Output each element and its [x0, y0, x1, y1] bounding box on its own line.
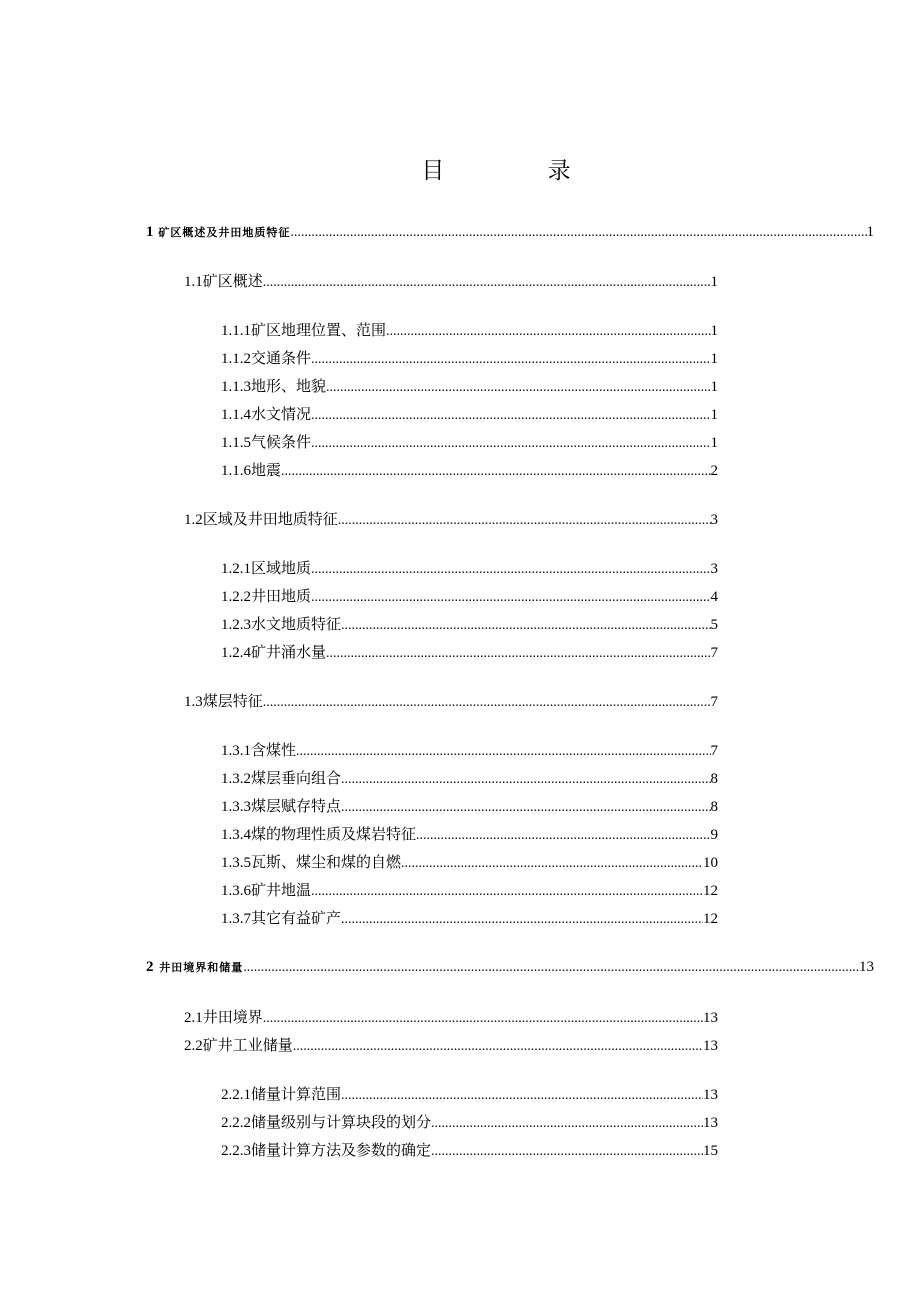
toc-entry-title: 煤层特征 [202, 692, 263, 710]
toc-dot-leader [296, 741, 710, 763]
toc-dot-leader [338, 510, 711, 532]
toc-dot-leader [311, 881, 703, 903]
toc-entry-title: 井田地质 [251, 587, 312, 605]
toc-entry-title: 矿井涌水量 [251, 643, 327, 661]
toc-dot-leader [326, 643, 710, 665]
toc-entry-title: 井田境界 [202, 1008, 263, 1026]
toc-entry-number: 2.2 [184, 1038, 203, 1054]
toc-entry[interactable] [146, 221, 874, 243]
toc-entry[interactable] [221, 1139, 718, 1161]
toc-dot-leader [341, 615, 710, 637]
toc-entry-page: 2 [710, 463, 718, 479]
toc-entry-number: 1 [146, 224, 154, 240]
toc-entry-page: 3 [710, 512, 718, 528]
toc-dot-leader [281, 461, 710, 483]
toc-entry-page: 7 [710, 743, 718, 759]
toc-entry-page: 13 [703, 1087, 718, 1103]
toc-entry-page: 1 [710, 323, 718, 339]
toc-entry-title: 储量级别与计算块段的划分 [251, 1113, 432, 1131]
toc-entry-number: 1.3.6 [221, 883, 251, 899]
toc-entry[interactable] [184, 1034, 718, 1056]
toc-entry[interactable] [221, 641, 718, 663]
toc-entry-number: 1.3 [184, 694, 203, 710]
toc-entry[interactable] [184, 1006, 718, 1028]
toc-entry-page: 10 [703, 855, 718, 871]
toc-entry[interactable] [221, 879, 718, 901]
toc-entry-title: 煤层垂向组合 [251, 769, 342, 787]
toc-entry[interactable] [184, 270, 718, 292]
toc-entry-number: 2.1 [184, 1010, 203, 1026]
toc-entry[interactable] [221, 767, 718, 789]
toc-entry-number: 1.1.6 [221, 463, 251, 479]
toc-entry[interactable] [221, 585, 718, 607]
toc-dot-leader [431, 1141, 703, 1163]
toc-entry[interactable] [184, 690, 718, 712]
toc-dot-leader [416, 825, 710, 847]
toc-entry-title: 交通条件 [251, 349, 312, 367]
toc-entry-number: 1.2.4 [221, 645, 251, 661]
toc-entry-title: 矿区概述 [202, 272, 263, 290]
toc-entry-title: 矿区地理位置、范围 [251, 321, 387, 339]
toc-dot-leader [263, 272, 711, 294]
page-title: 目 录 [421, 158, 619, 184]
toc-entry-number: 1.1.3 [221, 379, 251, 395]
toc-entry-page: 1 [710, 274, 718, 290]
toc-entry-title: 煤的物理性质及煤岩特征 [251, 825, 417, 843]
toc-dot-leader [311, 433, 710, 455]
toc-entry-title: 矿井地温 [251, 881, 312, 899]
toc-entry-number: 1.3.4 [221, 827, 251, 843]
toc-entry-title: 气候条件 [251, 433, 312, 451]
toc-dot-leader [311, 405, 710, 427]
toc-entry-page: 8 [710, 771, 718, 787]
toc-entry[interactable] [221, 795, 718, 817]
toc-dot-leader [326, 377, 710, 399]
toc-entry-title: 其它有益矿产 [251, 909, 342, 927]
toc-dot-leader [341, 769, 710, 791]
toc-entry-number: 1.2.2 [221, 589, 251, 605]
toc-dot-leader [311, 559, 710, 581]
toc-entry-number: 1.1.2 [221, 351, 251, 367]
toc-entry-page: 5 [710, 617, 718, 633]
toc-entry-title: 含煤性 [251, 741, 297, 759]
toc-entry-page: 1 [710, 351, 718, 367]
toc-dot-leader [386, 321, 710, 343]
toc-dot-leader [263, 692, 711, 714]
toc-entry[interactable] [221, 403, 718, 425]
toc-entry-title: 地形、地貌 [251, 377, 327, 395]
toc-entry[interactable] [221, 1083, 718, 1105]
toc-dot-leader [293, 1036, 703, 1058]
toc-entry-number: 2.2.1 [221, 1087, 251, 1103]
toc-entry-page: 12 [703, 883, 718, 899]
toc-entry-title: 井田境界和储量 [159, 961, 244, 974]
toc-dot-leader [341, 797, 710, 819]
toc-entry[interactable] [221, 739, 718, 761]
toc-entry-page: 3 [710, 561, 718, 577]
toc-entry-page: 13 [859, 959, 874, 975]
toc-entry-number: 1.1.4 [221, 407, 251, 423]
toc-entry-page: 15 [703, 1143, 718, 1159]
toc-entry-number: 1.3.5 [221, 855, 251, 871]
toc-entry-number: 1.3.1 [221, 743, 251, 759]
toc-entry-page: 13 [703, 1038, 718, 1054]
toc-entry-title: 储量计算方法及参数的确定 [251, 1141, 432, 1159]
toc-entry-page: 1 [866, 224, 874, 240]
toc-entry-number: 2 [146, 959, 154, 975]
toc-entry-number: 1.1 [184, 274, 203, 290]
toc-entry-title: 地震 [251, 461, 282, 479]
toc-entry[interactable] [221, 1111, 718, 1133]
toc-entry[interactable] [221, 907, 718, 929]
toc-entry-page: 8 [710, 799, 718, 815]
toc-dot-leader [243, 957, 859, 979]
toc-entry-page: 1 [710, 379, 718, 395]
toc-entry[interactable] [221, 431, 718, 453]
toc-entry-title: 瓦斯、煤尘和煤的自燃 [251, 853, 402, 871]
toc-entry-number: 2.2.3 [221, 1143, 251, 1159]
toc-dot-leader [311, 349, 710, 371]
toc-entry-page: 7 [710, 694, 718, 710]
toc-entry-title: 区域地质 [251, 559, 312, 577]
toc-entry-page: 7 [710, 645, 718, 661]
toc-entry-page: 9 [710, 827, 718, 843]
toc-entry-page: 13 [703, 1115, 718, 1131]
toc-entry-page: 12 [703, 911, 718, 927]
toc-entry-page: 4 [710, 589, 718, 605]
toc-entry[interactable] [221, 347, 718, 369]
toc-entry-number: 1.3.7 [221, 911, 251, 927]
toc-dot-leader [341, 909, 703, 931]
toc-dot-leader [290, 222, 866, 244]
toc-entry[interactable] [146, 956, 874, 978]
toc-entry-title: 矿区概述及井田地质特征 [158, 226, 291, 239]
toc-entry-title: 储量计算范围 [251, 1085, 342, 1103]
toc-entry-number: 1.2 [184, 512, 203, 528]
toc-entry[interactable] [184, 508, 718, 530]
toc-dot-leader [401, 853, 703, 875]
toc-entry-title: 区域及井田地质特征 [202, 510, 338, 528]
toc-entry-title: 矿井工业储量 [202, 1036, 293, 1054]
toc-dot-leader [263, 1008, 703, 1030]
toc-dot-leader [311, 587, 710, 609]
toc-entry[interactable] [221, 557, 718, 579]
toc-entry-number: 1.1.1 [221, 323, 251, 339]
toc-entry-number: 2.2.2 [221, 1115, 251, 1131]
toc-entry-number: 1.1.5 [221, 435, 251, 451]
toc-entry-number: 1.3.3 [221, 799, 251, 815]
toc-dot-leader [341, 1085, 703, 1107]
toc-entry[interactable] [221, 375, 718, 397]
toc-entry[interactable] [221, 851, 718, 873]
toc-entry[interactable] [221, 319, 718, 341]
toc-dot-leader [431, 1113, 703, 1135]
toc-entry-number: 1.3.2 [221, 771, 251, 787]
toc-entry[interactable] [221, 459, 718, 481]
toc-entry-page: 1 [710, 407, 718, 423]
toc-entry-title: 煤层赋存特点 [251, 797, 342, 815]
toc-entry-title: 水文情况 [251, 405, 312, 423]
toc-entry[interactable] [221, 823, 718, 845]
toc-entry-number: 1.2.3 [221, 617, 251, 633]
toc-entry-title: 水文地质特征 [251, 615, 342, 633]
toc-entry-page: 1 [710, 435, 718, 451]
toc-entry-number: 1.2.1 [221, 561, 251, 577]
toc-entry[interactable] [221, 613, 718, 635]
toc-entry-page: 13 [703, 1010, 718, 1026]
